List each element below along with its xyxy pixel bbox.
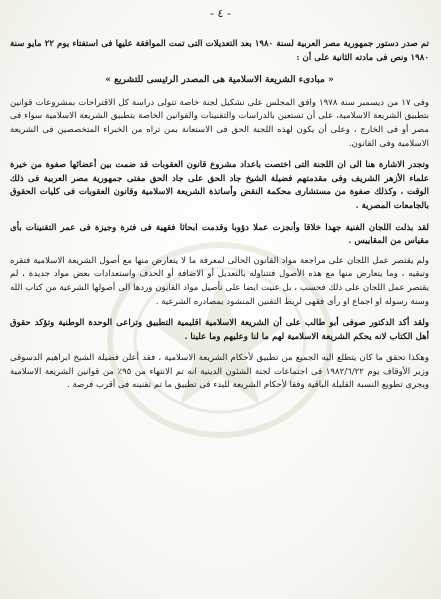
quote-sharia-principle: « مبادىء الشريعة الاسلامية هى المصدر الرئيسى للتشريع » xyxy=(105,74,334,86)
document-body xyxy=(10,38,429,401)
paragraph-review-scope: ولم يقتصر عمل اللجان على مراجعة مواد القانون الحالى لمعرفة ما لا يتعارض منها مع أصول الشريعة الاسلامية فتقره وتبقيه ، وما يتعارض منها مع هذه الأصول فتتناوله بالتعديل أو الاضافة أو الحذف واستعدادات بعض مواد جديدة ، لم يقتصر عمل اللجان على ذلك فحسب ، بل عنيت ايضا على تأصيل مواد القانون وردها الى أصولها الشرعية من كتاب الله وسنة رسوله او اجماع او رأى فقهى لربط التقنين المنشود بمصادره الشرعية . xyxy=(10,255,429,307)
paragraph-effort: لقد بذلت اللجان الفنية جهدا خلاقا وأنجزت عملا دؤوبا وقدمت ابحاثا فقهية فى فترة وجيزة فى عمر التقنينات بأى مقياس من المقاييس . xyxy=(10,222,429,247)
paragraph-penal-code-committee: وتجدر الاشارة هنا الى ان اللجنة التى اختصت باعداد مشروع قانون العقوبات قد ضمت بين أعضائها صفوة من خيرة علماء الأزهر الشريف وفى مقدمتهم فضيلة الشيخ جاد الحق على جاد الحق مفتى جمهورية مصر العربية فى ذلك الوقت ، وكذلك صفوة من مستشارى محكمة النقض وأساتذة الشريعة الاسلامية وقانون العقوبات فى كليات الحقوق بالجامعات المصرية . xyxy=(10,160,429,211)
paragraph-constitution: تم صدر دستور جمهورية مصر العربية لسنة ١٩٨٠ بعد التعديلات التى تمت الموافقة عليها فى استفتاء يوم ٢٢ مايو سنة ١٩٨٠ ونص فى مادته الثانية على أن : xyxy=(10,39,429,63)
page-number: - ٤ - xyxy=(210,7,231,20)
paragraph-committee: وفى ١٧ من ديسمبر سنة ١٩٧٨ وافق المجلس على تشكيل لجنة خاصة تتولى دراسة كل الاقتراحات بمشروعات قوانين بتطبيق الشريعة الاسلامية، على أن تستعين بالدراسات والتقنينات والقوانين الخاصة بتطبيق الشريعة الاسلامية سواء فى مصر أو فى الخارج ، وعلى أن يكون لهذه اللجنة الحق فى الاستعانة بمن تراه من الخبراء المتخصصين فى الشريعة الاسلامية وفى القانون. xyxy=(10,97,430,149)
paragraph-abu-talib: ولقد أكد الدكتور صوفى أبو طالب على أن الشريعة الاسلامية اقليمية التطبيق وتراعى الوحدة الوطنية وتؤكد حقوق أهل الكتاب لانه يحكم الشريعة الاسلامية لهم ما لنا وعليهم وما علينا . xyxy=(10,318,429,342)
paragraph-conclusion: وهكذا تحقق ما كان يتطلع اليه الجميع من تطبيق لأحكام الشريعة الاسلامية ، فقد أعلن فضيلة الشيخ ابراهيم الدسوقى وزير الأوقاف يوم ١٩٨٢/٦/٢٢ فى اجتماعات لجنة الشئون الدينية انه تم الانتهاء من ٩٥٪ من قوانين الشريعة الاسلامية ويجرى تطويع النسبة القليلة الباقية وفقا لأحكام الشريعة للبدء فى تطبيق ما تم تقنينه فى أقرب فرصة . xyxy=(10,353,429,391)
